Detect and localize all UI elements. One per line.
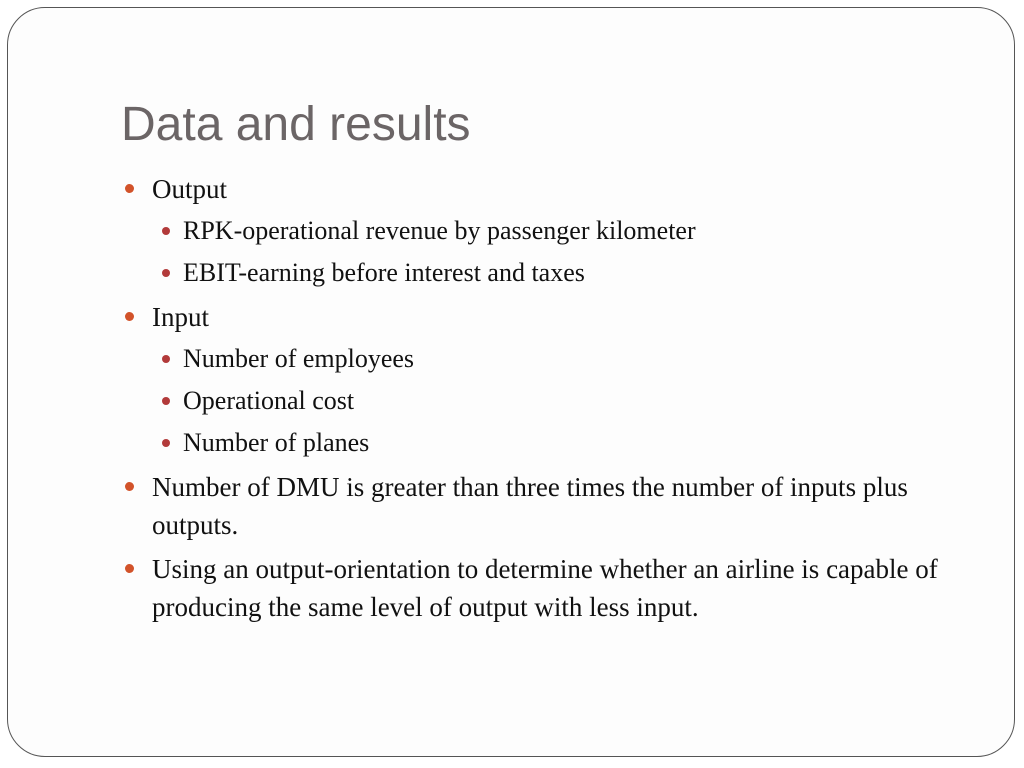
bullet-dot-icon	[125, 184, 134, 193]
sub-bullet-operational-cost	[152, 382, 981, 420]
bullet-text: Using an output-orientation to determine whether an airline is capable of producing the same level of output with less input.	[152, 554, 938, 622]
bullet-output	[121, 170, 981, 292]
sub-bullet-employees	[152, 340, 981, 378]
slide-title: Data and results	[121, 98, 471, 151]
bullet-dot-icon	[125, 482, 134, 491]
bullet-dmu	[121, 468, 981, 544]
sub-bullet-dot-icon	[162, 227, 170, 235]
sub-bullet-text: Operational cost	[183, 386, 355, 415]
bullet-text: Input	[152, 302, 209, 332]
sub-bullet-dot-icon	[162, 439, 170, 447]
bullet-output-orientation	[121, 550, 981, 626]
sub-bullet-ebit	[152, 254, 981, 292]
bullet-input	[121, 298, 981, 462]
sub-bullet-text: Number of employees	[183, 344, 415, 373]
bullet-text: Output	[152, 174, 228, 204]
sub-bullet-text: RPK-operational revenue by passenger kilometer	[183, 216, 696, 245]
bullet-dot-icon	[125, 312, 134, 321]
slide-frame	[7, 7, 1015, 757]
sub-bullet-text: Number of planes	[183, 428, 370, 457]
sub-bullet-planes	[152, 424, 981, 462]
sub-bullet-dot-icon	[162, 355, 170, 363]
sub-bullet-list	[152, 340, 981, 462]
sub-bullet-dot-icon	[162, 269, 170, 277]
bullet-dot-icon	[125, 564, 134, 573]
sub-bullet-list	[152, 212, 981, 292]
sub-bullet-dot-icon	[162, 397, 170, 405]
bullet-list	[121, 170, 981, 626]
bullet-text: Number of DMU is greater than three times the number of inputs plus outputs.	[152, 472, 908, 540]
slide-content	[121, 170, 981, 632]
sub-bullet-rpk	[152, 212, 981, 250]
sub-bullet-text: EBIT-earning before interest and taxes	[183, 258, 585, 287]
